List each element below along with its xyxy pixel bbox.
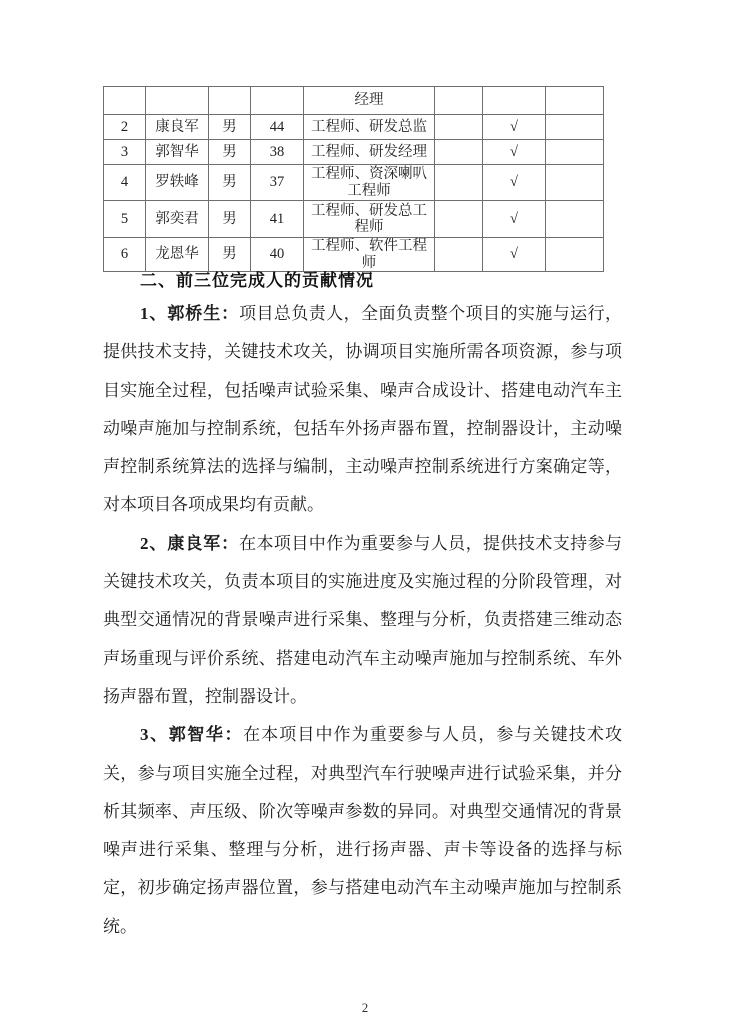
contribution-text: 项目总负责人，全面负责整个项目的实施与运行，提供技术支持，关键技术攻关，协调项目实施所需各项资源，参与项目实施全过程，包括噪声试验采集、噪声合成设计、搭建电动汽车主动噪声施加与控制系统，包括车外扬声器布置，控制器设计，主动噪声控制系统算法的选择与编制，主动噪声控制系统进行方案确定等，对本项目各项成果均有贡献。	[103, 304, 623, 515]
paragraph-contributor-2	[103, 525, 622, 716]
cell-blank	[546, 165, 604, 201]
cell-blank	[435, 201, 483, 238]
cell-title: 工程师、研发总工程师	[304, 201, 435, 238]
table-row	[104, 201, 604, 238]
cell-name: 郭奕君	[146, 201, 209, 238]
table-row	[104, 115, 604, 140]
cell-blank	[546, 87, 604, 115]
cell-blank	[435, 140, 483, 165]
contributor-name-label: 1、郭桥生：	[140, 304, 240, 323]
cell-gender: 男	[209, 140, 251, 165]
contribution-text: 在本项目中作为重要参与人员，提供技术支持参与关键技术攻关，负责本项目的实施进度及实施过程的分阶段管理，对典型交通情况的背景噪声进行采集、整理与分析，负责搭建三维动态声场重现与评价系统、搭建电动汽车主动噪声施加与控制系统、车外扬声器布置，控制器设计。	[103, 533, 623, 706]
table-row	[104, 140, 604, 165]
cell-blank	[435, 238, 483, 272]
cell-no: 6	[104, 238, 146, 272]
paragraph-contributor-3	[103, 716, 622, 946]
cell-age: 40	[251, 238, 304, 272]
cell-check: √	[483, 165, 546, 201]
cell-check: √	[483, 238, 546, 272]
contribution-paragraphs	[103, 295, 622, 946]
cell-gender: 男	[209, 201, 251, 238]
cell-name	[146, 87, 209, 115]
cell-blank	[546, 115, 604, 140]
cell-gender: 男	[209, 165, 251, 201]
cell-blank	[546, 201, 604, 238]
cell-age: 44	[251, 115, 304, 140]
cell-title: 经理	[304, 87, 435, 115]
cell-name: 康良军	[146, 115, 209, 140]
cell-no	[104, 87, 146, 115]
cell-no: 4	[104, 165, 146, 201]
table-row	[104, 87, 604, 115]
cell-no: 5	[104, 201, 146, 238]
cell-check	[483, 87, 546, 115]
cell-blank	[546, 140, 604, 165]
completion-table-wrap	[103, 86, 604, 272]
cell-gender: 男	[209, 238, 251, 272]
cell-check: √	[483, 201, 546, 238]
completion-table	[103, 86, 604, 272]
cell-title: 工程师、软件工程师	[304, 238, 435, 272]
cell-no: 3	[104, 140, 146, 165]
cell-age: 41	[251, 201, 304, 238]
cell-name: 龙恩华	[146, 238, 209, 272]
cell-blank	[546, 238, 604, 272]
cell-blank	[435, 87, 483, 115]
cell-blank	[435, 115, 483, 140]
cell-blank	[435, 165, 483, 201]
cell-age: 38	[251, 140, 304, 165]
cell-check: √	[483, 140, 546, 165]
contributor-name-label: 3、郭智华：	[140, 725, 244, 745]
section-heading: 二、前三位完成人的贡献情况	[140, 271, 374, 290]
cell-gender: 男	[209, 115, 251, 140]
table-row	[104, 165, 604, 201]
cell-title: 工程师、研发总监	[304, 115, 435, 140]
cell-gender	[209, 87, 251, 115]
cell-title: 工程师、资深喇叭工程师	[304, 165, 435, 201]
cell-no: 2	[104, 115, 146, 140]
cell-check: √	[483, 115, 546, 140]
page-number: 2	[361, 1000, 369, 1015]
cell-name: 罗轶峰	[146, 165, 209, 201]
cell-name: 郭智华	[146, 140, 209, 165]
cell-title: 工程师、研发经理	[304, 140, 435, 165]
paragraph-contributor-1	[103, 295, 622, 525]
cell-age: 37	[251, 165, 304, 201]
cell-age	[251, 87, 304, 115]
contributor-name-label: 2、康良军：	[140, 533, 240, 553]
contribution-text: 在本项目中作为重要参与人员，参与关键技术攻关，参与项目实施全过程，对典型汽车行驶噪声进行试验采集，并分析其频率、声压级、阶次等噪声参数的异同。对典型交通情况的背景噪声进行采集、整理与分析，进行扬声器、声卡等设备的选择与标定，初步确定扬声器位置，参与搭建电动汽车主动噪声施加与控制系统。	[103, 725, 623, 936]
